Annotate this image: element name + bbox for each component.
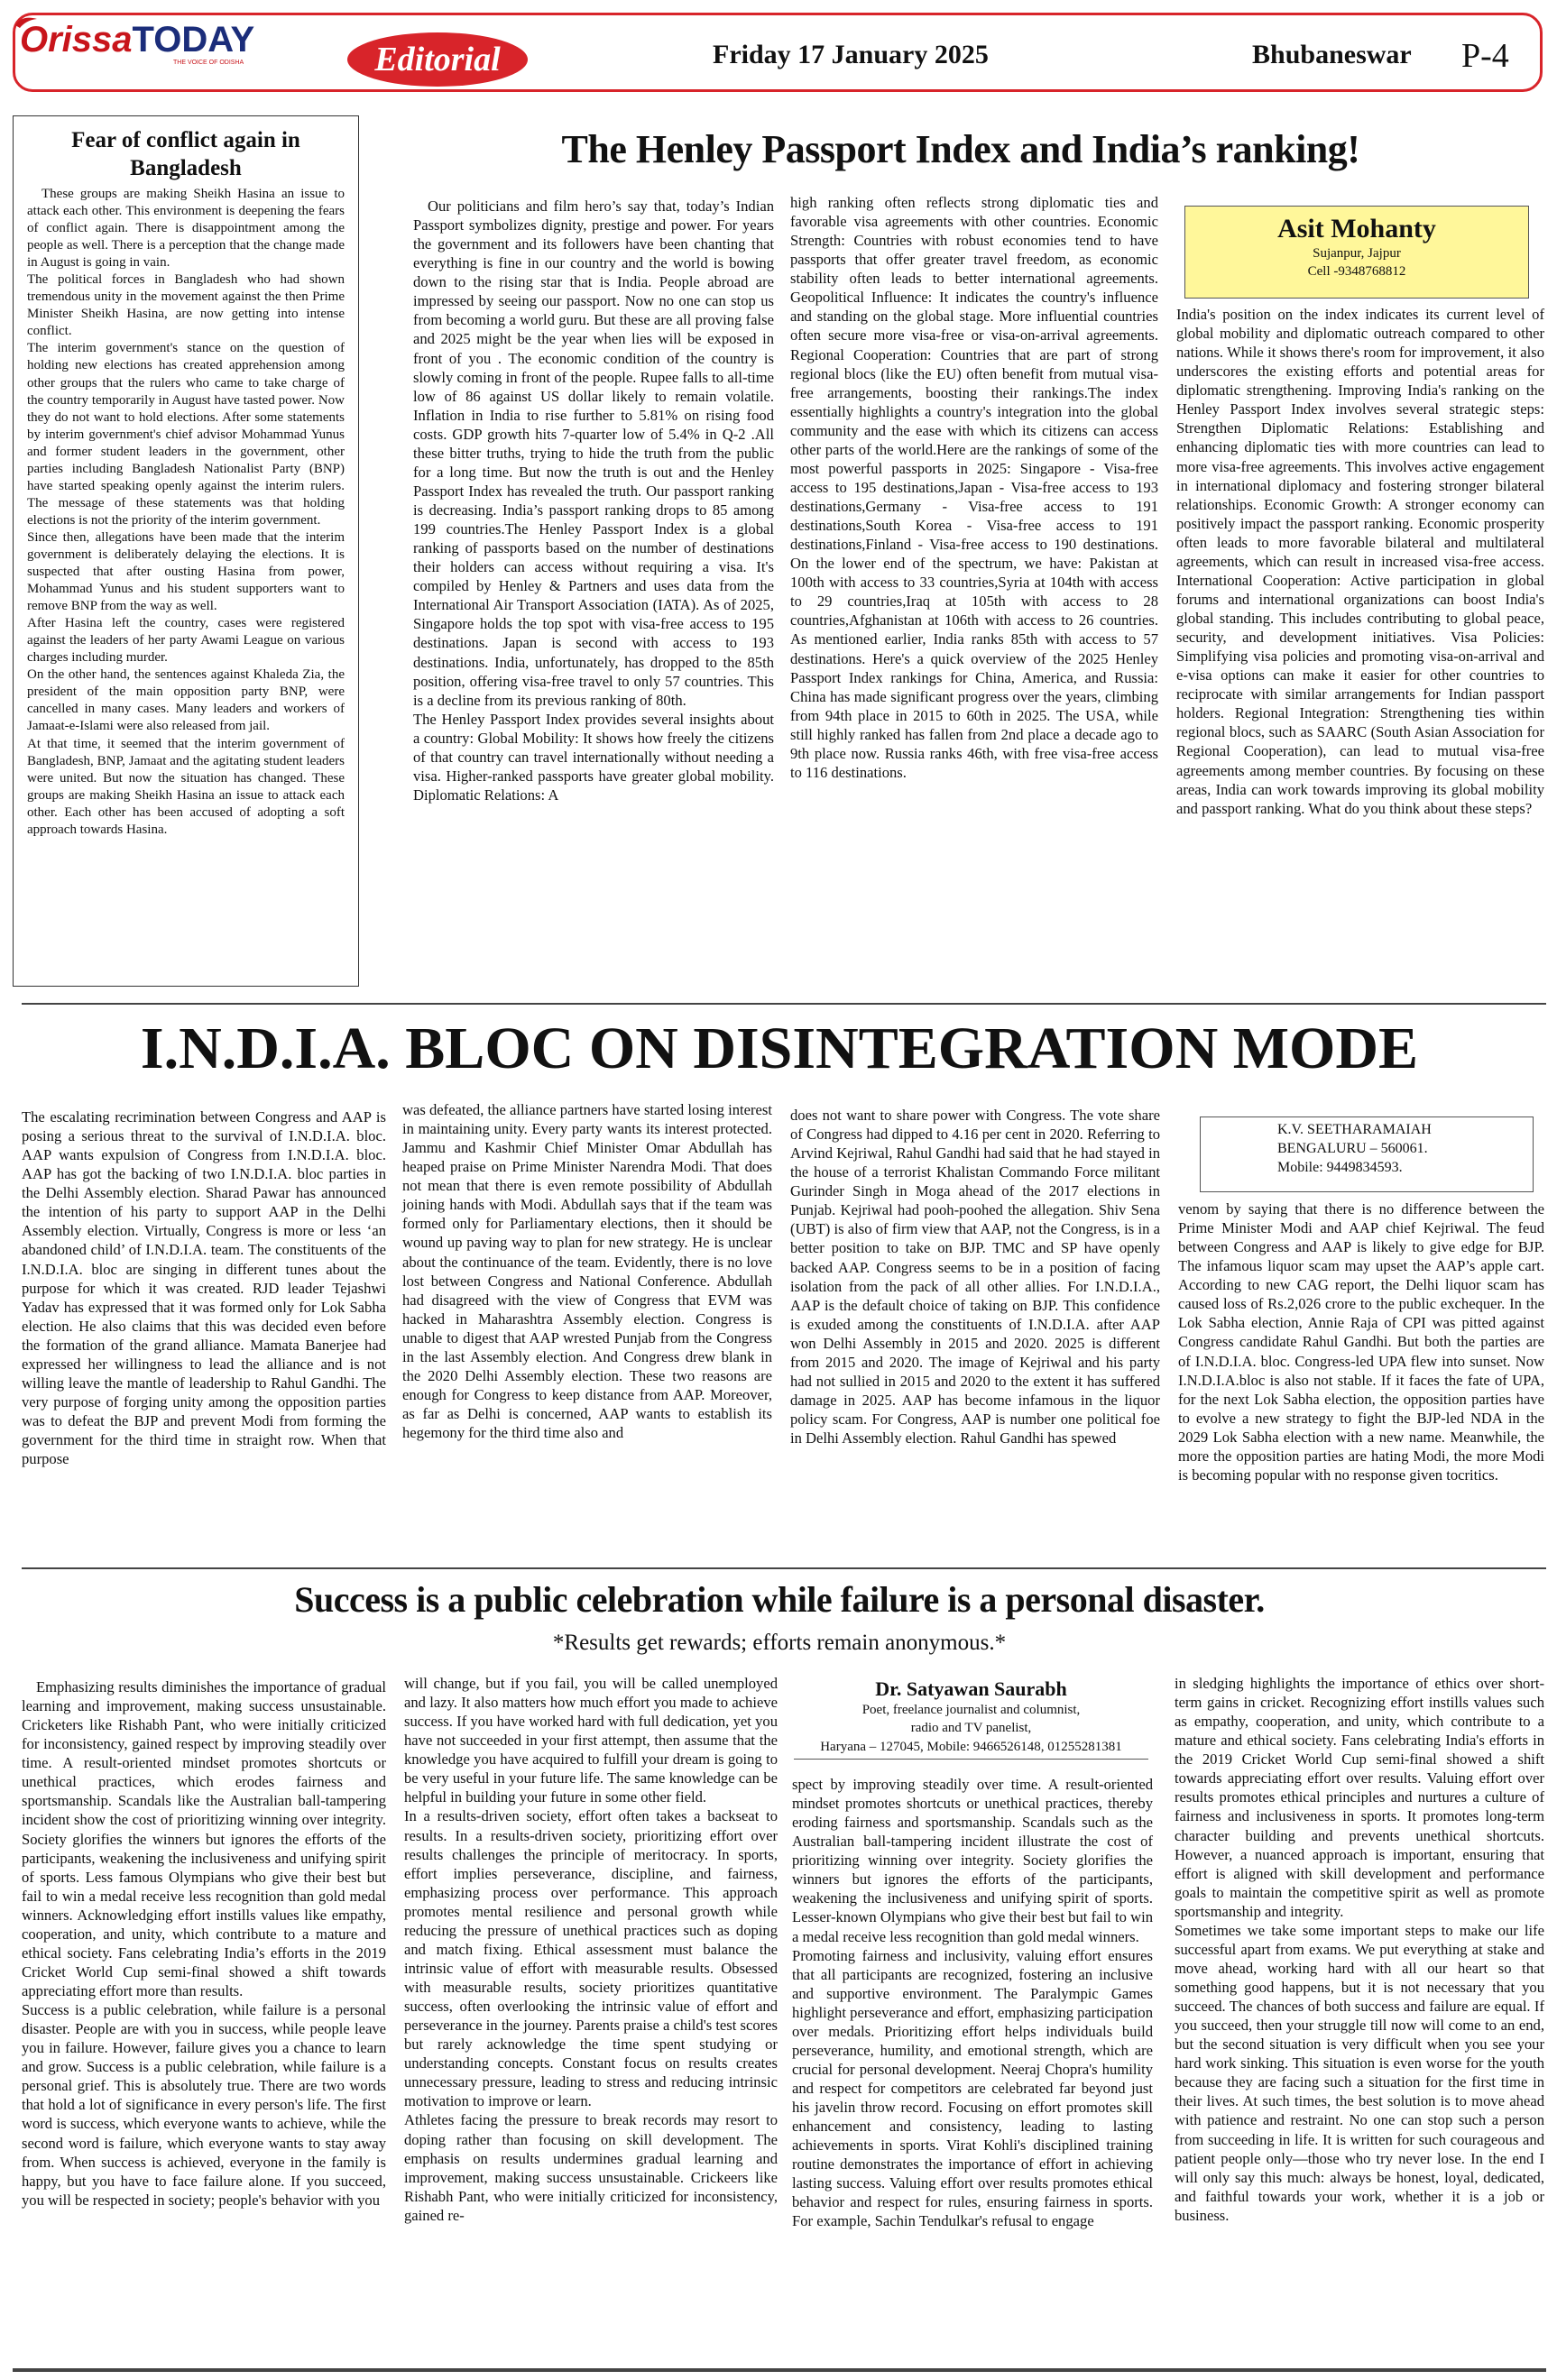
paragraph: After Hasina left the country, cases were registered against the leaders of her party Awami League on various charges including murder. [27,616,345,666]
article-column [413,197,774,804]
paragraph: Emphasizing results diminishes the importance of gradual learning and improvement, making success unsustainable. Cricketers like Rishabh Pant, who were initially criticized for inconsistency, gained respect by improving steadily over time. A result-oriented mindset promotes shortcuts or unethical practices, which erodes fairness and sportsmanship. Scandals like the Australian ball-tampering incident show the cost of prioritizing winning over integrity. Society glorifies the winners but ignores the efforts of the participants, weakening the inclusiveness and unifying spirit of sports. Less famous Olympians who give their best but fail to win a medal receive less recognition than gold medal winners. Acknowledging effort instills values like empathy, cooperation, and unity, which contribute to a mature and ethical society. Fans celebrating India’s efforts in the 2019 Cricket World Cup semi-final showed a shift towards appreciating effort more than results. [22,1678,386,1999]
paragraph: was defeated, the alliance partners have started losing interest in maintaining unity. Every party wants its interest protected. Jammu and Kashmir Chief Minister Omar Abdullah has heaped praise on Prime Minister Narendra Modi. That does not mean that there is even remote possibility of Abdullah joining hands with Modi. Abdullah says that if the team was formed only for Parliamentary elections, then it should be wound up paving way to plan for new strategy. He is unclear about the continuance of the team. Evidently, there is no love lost between Congress and National Conference. Abdullah had disagreed with the view of Congress that EVM was hacked in Maharashtra Assembly election. Congress is unable to digest that AAP wrested Punjab from the Congress in the last Assembly election. And Congress drew blank in the 2020 Delhi Assembly election. These two reasons are enough for Congress to keep distance from AAP. Moreover, as far as Delhi is concerned, AAP wants to establish its hegemony for the third time also and [402,1101,772,1442]
article-subtitle: *Results get rewards; efforts remain anonymous.* [552,1631,1007,1655]
page-number: P-4 [1461,37,1509,75]
paragraph: Since then, allegations have been made that the interim government is deliberately delaying the elections. It is suspected that after ousting Hasina from power, Mohammad Yunus and his student supporters want to remove BNP from the way as well. [27,529,345,614]
divider [22,1003,1546,1005]
paragraph: The escalating recrimination between Congress and AAP is posing a serious threat to the survival of I.N.D.I.A. bloc. AAP wants expulsion of Congress from I.N.D.I.A. bloc. AAP has got the backing of two I.N.D.I.A. bloc parties in the Delhi Assembly election. Sharad Pawar has announced the intention of his party to support AAP in the Delhi Assembly election. Virtually, Congress is more or less ‘an abandoned child’ of I.N.D.I.A. team. The constituents of the I.N.D.I.A. bloc are singing in different tunes about the purpose for which it was created. RJD leader Tejashwi Yadav has expressed that it was formed only for Lok Sabha election. He also claims that this was decided even before the formation of the grand alliance. Mamata Banerjee had expressed her willingness to lead the alliance and is not willing leave the mantle of leadership to Rahul Gandhi. The very purpose of forging unity among the opposition parties was to defeat the BJP and prevent Modi from forming the government for the third time in straight row. When that purpose [22,1108,386,1468]
author-box [1184,206,1529,299]
paragraph: Our politicians and film hero’s say that, today’s Indian Passport symbolizes dignity, prestige and power. For years the government and its followers have been chanting that everything is fine in our country and the world is bowing down to the rising star that is India. People abroad are impressed by seeing our passport. Now no one can stop us from becoming a world guru. But these are all proving false and 2025 might be the year when lies will be exposed in front of you . The economic condition of the country is slowly coming in front of the people. Rupee falls to all-time low of 86 against US dollar likely to remain volatile. Inflation in India to rise further to 5.81% on rising food costs. GDP growth hits 7-quarter low of 5.4% in Q-2 .All these bitter truths, trying to hide the truth from the public for a long time. But now the truth is out and the Henley Passport Index has revealed the truth. Our passport ranking is decreasing. India’s passport ranking drops to 85 among 199 countries.The Henley Passport Index is a global ranking of passports based on the number of destinations their holders can access without requiring a visa. It's compiled by Henley & Partners and uses data from the International Air Transport Association (IATA). As of 2025, Singapore holds the top spot with visa-free access to 195 destinations. Japan is second with access to 193 destinations. India, unfortunately, has dropped to the 85th position, offering visa-free travel to only 57 countries. This is a decline from its previous ranking of 80th. [413,198,774,709]
paragraph: On the other hand, the sentences against Khaleda Zia, the president of the main opposition party BNP, were cancelled in many cases. Many leaders and workers of Jamaat-e-Islami were also released from jail. [27,667,345,734]
paragraph: Promoting fairness and inclusivity, valuing effort ensures that all participants are recognized, fostering an inclusive and supportive environment. The Paralympic Games highlight perseverance and effort, emphasizing participation over medals. Prioritizing effort helps individuals build perseverance, humility, and emotional strength, which are crucial for personal development. Neeraj Chopra's humility and respect for competitors are celebrated far beyond just his javelin throw record. Focusing on effort promotes skill enhancement and consistency, leading to lasting achievements in sports. Virat Kohli's disciplined training routine demonstrates the importance of effort in achieving lasting success. Valuing effort over results promotes ethical behavior and respect for rules, ensuring fairness in sports. For example, Sachin Tendulkar's refusal to engage [792,1946,1153,2230]
article-column [402,1100,772,1442]
paragraph: will change, but if you fail, you will be called unemployed and lazy. It also matters how much effort you made to achieve success. If you have worked hard with full dedication, yet you have not succeeded in your first attempt, then assume that the knowledge you have acquired to fulfill your dream is going to be very useful in your future life. The same knowledge can be helpful in building your future in some other field. [404,1675,778,1806]
author-name: Asit Mohanty [1277,214,1436,244]
paragraph: These groups are making Sheikh Hasina an issue to attack each other. This environment is deepening the fears of conflict again. There is disappointment among the people as well. There is a perception that the change made in August is going in vain. [27,187,345,271]
paragraph: venom by saying that there is no difference between the Prime Minister Modi and AAP chief Kejriwal. The feud between Congress and AAP is likely to give edge for BJP. The infamous liquor scam may upset the AAP’s apple cart. According to new CAG report, the Delhi liquor scam has caused loss of Rs.2,026 crore to the public exchequer. In the Lok Sabha election, Annie Raja of CPI was pitted against Congress candidate Rahul Gandhi. But both the parties are of I.N.D.I.A. bloc. Congress-led UPA flew into sunset. Now I.N.D.I.A.bloc is also not stable. If it faces the fate of UPA, for the next Lok Sabha election, the opposition parties have to evolve a new strategy to fight the BJP-led NDA in the 2029 Lok Sabha election with a new name. Meanwhile, the more the opposition parties are hating Modi, the more Modi is becoming popular with no response given tocritics. [1178,1200,1544,1484]
logo-today: TODAY [132,20,255,60]
author-name: K.V. SEETHARAMAIAH [1277,1122,1432,1137]
article-column [404,1674,778,2225]
author-city: BENGALURU – 560061. [1277,1140,1428,1156]
paragraph: Athletes facing the pressure to break records may resort to doping rather than focusing on skill development. The emphasis on results undermines gradual learning and improvement, making success unsustainable. Crickeers like Rishabh Pant, who were initially criticized for inconsistency, gained re- [404,2111,778,2224]
logo-tagline: THE VOICE OF ODISHA [173,60,244,66]
bird-icon [14,16,38,29]
side-article-title: Fear of conflict again in Bangladesh [71,128,300,181]
author-desc: radio and TV panelist, [910,1721,1032,1736]
author-contact: Haryana – 127045, Mobile: 9466526148, 01255281381 [794,1738,1148,1760]
paragraph: Sometimes we take some important steps to make our life successful apart from exams. We put everything at stake and move ahead, working hard with all our heart so that something good happens, but it is not necessary that you succeed. The chances of both success and failure are equal. If you succeed, then your struggle till now will come to an end, but the second situation is very difficult when you see your hard work sinking. This situation is even worse for the youth because they are facing such a situation for the first time in their lives. At such times, the best solution is to move ahead with patience and restraint. No one can stop such a person from succeeding in life. It is written for such courageous and patient people only—those who try never lose. In the end I will only say this much: always be honest, loyal, dedicated, and faithful towards your work, whether it is a job or business. [1175,1921,1544,2224]
city-name: Bhubaneswar [1252,40,1412,69]
author-box [794,1677,1148,1760]
article-column [790,193,1158,782]
article-headline: I.N.D.I.A. BLOC ON DISINTEGRATION MODE [140,1015,1419,1081]
paragraph: In a results-driven society, effort often takes a backseat to results. In a results-driven society, prioritizing effort over results challenges the principle of meritocracy. In sports, effort implies perseverance, discipline, and fairness, emphasizing process over performance. This approach promotes mental resilience and personal growth while reducing the pressure of unethical practices such as doping and match fixing. Ethical assessment must balance the intrinsic value of effort with measurable results. Obsessed with measurable results, society prioritizes quantitative success, often overlooking the intrinsic value of effort and perseverance in the journey. Parents praise a child's test scores but rarely acknowledge the time spent studying or understanding concepts. Constant focus on results creates unnecessary pressure, leading to stress and reducing intrinsic motivation to improve or learn. [404,1807,778,2110]
bottom-border [13,2368,1546,2372]
divider [22,1567,1546,1569]
article-column [1176,305,1544,818]
logo-orissa: Orissa [20,20,133,60]
paragraph: does not want to share power with Congress. The vote share of Congress had dipped to 4.16 per cent in 2020. Referring to Arvind Kejriwal, Rahul Gandhi had said that he had stayed in the house of a terrorist Khalistan Commando Force militant Gurinder Singh in Moga ahead of the 2017 elections in Punjab. Kejriwal had pooh-poohed the allegation. Shiv Sena (UBT) is also of firm view that AAP, not the Congress, is in a better position to take on BJP. TMC and SP have openly backed AAP. Congress seems to be in a position of facing isolation from the pack of all other allies. For I.N.D.I.A., AAP is the default choice of taking on BJP. This confidence is exuded among the constituents of I.N.D.I.A. after AAP won Delhi Assembly in 2015 and 2020. 2025 is different from 2015 and 2020. The image of Kejriwal and his party had not sullied in 2015 and 2020 to the extent it has suffered damage in 2025. AAP has become infamous in the liquor policy scam. For Congress, AAP is number one political foe in Delhi Assembly election. Rahul Gandhi has spewed [790,1107,1160,1447]
paragraph: The interim government's stance on the question of holding new elections has created apprehension among other groups that the rulers who came to take charge of the country temporarily in August have tasted power. Now they do not want to hold elections. After some statements by interim government's chief advisor Mohammad Yunus and former student leaders in the government, other parties including Bangladesh Nationalist Party (BNP) have started speaking openly against the interim rulers. The message of these statements was that holding elections is not the priority of the interim government. [27,341,345,528]
author-contact: Mobile: 9449834593. [1277,1159,1403,1175]
paragraph: Success is a public celebration, while failure is a personal disaster. People are with you in success, while people leave you in failure. However, failure gives you a chance to learn and grow. Success is a public celebration, while failure is a personal grief. This is absolutely true. There are two words that hold a lot of significance in every person's life. The first word is success, which everyone wants to achieve, while the second word is failure, which everyone wants to stay away from. When success is achieved, everyone in the family is happy, but you have to face failure alone. If you succeed, you will be respected in society; people's behavior with you [22,2001,386,2209]
article-headline: Success is a public celebration while failure is a personal disaster. [294,1579,1265,1620]
issue-date: Friday 17 January 2025 [713,40,989,69]
paragraph: spect by improving steadily over time. A result-oriented mindset promotes shortcuts or unethical practices, thereby eroding fairness and sportsmanship. Scandals such as the Australian ball-tampering incident illustrate the cost of prioritizing winning over integrity. Society glorifies the winners but ignores the efforts of the participants, weakening the inclusiveness and unifying spirit of sports. Lesser-known Olympians who give their best but fail to win a medal receive less recognition than gold medal winners. [792,1776,1153,1945]
author-contact: Cell -9348768812 [1307,264,1406,280]
article-column [1175,1674,1544,2225]
author-name: Dr. Satyawan Saurabh [875,1677,1067,1700]
paragraph: India's position on the index indicates its current level of global mobility and diplomatic outreach compared to other nations. While it shows there's room for improvement, it also underscores the existing efforts and potential areas for diplomatic strengthening. Improving India's ranking on the Henley Passport Index involves several strategic steps: Strengthen Diplomatic Relations: Establishing and enhancing diplomatic ties with more countries can lead to more visa-free agreements. This involves active engagement in international diplomacy and fostering stronger bilateral relationships. Economic Growth: A stronger economy can positively impact the passport ranking. Economic prosperity often leads to more favorable bilateral and multilateral agreements, which can result in increased visa-free access. International Cooperation: Active participation in global forums and international organizations can boost India's global standing. This includes contributing to global peace, security, and development initiatives. Visa Policies: Simplifying visa policies and promoting visa-on-arrival and e-visa options can make it easier for other countries to reciprocate with similar arrangements for Indian passport holders. Regional Integration: Strengthening ties within regional blocs, such as SAARC (South Asian Association for Regional Cooperation), can lead to mutual visa-free agreements among member countries. By focusing on these areas, India can work towards improving its global mobility and passport ranking. What do you think about these steps? [1176,306,1544,817]
article-column [1178,1199,1544,1484]
paragraph: At that time, it seemed that the interim government of Bangladesh, BNP, Jamaat and the agitating student leaders were united. But now the situation has changed. These groups are making Sheikh Hasina an issue to attack each other. Each other has been accused of adopting a soft approach towards Hasina. [27,736,345,837]
paragraph: high ranking often reflects strong diplomatic ties and favorable visa agreements with other countries. Economic Strength: Countries with robust economies tend to have passports that offer greater travel freedom, as economic stability often leads to better international agreements. Geopolitical Influence: It indicates the country's influence and standing on the global stage. More influential countries often secure more visa-free or visa-on-arrival agreements. Regional Cooperation: Countries that are part of strong regional blocs (like the EU) often benefit from mutual visa-free arrangements, boosting their rankings.The index essentially highlights a country's integration into the global community and the ease with which its citizens can access other parts of the world.Here are the rankings of some of the most powerful passports in 2025: Singapore - Visa-free access to 195 destinations,Japan - Visa-free access to 193 destinations,Germany - Visa-free access to 191 destinations,South Korea - Visa-free access to 191 destinations,Finland - Visa-free access to 190 destinations. On the lower end of the spectrum, we have: Pakistan at 100th with access to 33 countries,Syria at 104th with access to 29 countries,Iraq at 105th with access to 28 countries,Afghanistan at 106th with access to 26 countries. As mentioned earlier, India ranks 85th with access to 57 destinations. Here's a quick overview of the 2025 Henley Passport Index rankings for China, America, and Russia: China has made significant progress over the years, climbing from 94th place in 2015 to 60th in 2025. The USA, while still highly ranked has fallen from 2nd place a decade ago to 9th place now. Russia ranks 46th, with free visa-free access to 116 destinations. [790,194,1158,781]
author-place: Sujanpur, Jajpur [1313,246,1401,261]
article-headline: The Henley Passport Index and India’s ranking! [561,127,1360,171]
side-article-body [27,186,345,839]
article-column [790,1106,1160,1447]
paragraph: in sledging highlights the importance of ethics over short-term gains in cricket. Recognizing effort instills values such as empathy, cooperation, and unity, which contribute to a mature and ethical society. Fans celebrating India's efforts in the 2019 Cricket World Cup semi-final showed a shift towards appreciating effort over results. Valuing effort over results promotes ethical principles and nurtures a culture of fairness and inclusiveness in sports. It promotes long-term character building and prevents unethical shortcuts. However, a nuanced approach is important, ensuring that effort is aligned with skill development and performance goals to maintain the competitive spirit as well as promote sportsmanship and integrity. [1175,1675,1544,1920]
paragraph: The Henley Passport Index provides several insights about a country: Global Mobility: It shows how freely the citizens of that country can travel internationally without needing a visa. Higher-ranked passports have greater global mobility. Diplomatic Relations: A [413,710,774,804]
article-column [792,1775,1153,2231]
author-box [1200,1116,1534,1192]
article-column [22,1107,386,1468]
paragraph: The political forces in Bangladesh who had shown tremendous unity in the movement against the then Prime Minister Sheikh Hasina, are now getting into intense conflict. [27,272,345,339]
newspaper-logo [20,20,255,66]
section-label: Editorial [347,32,528,87]
article-column [22,1677,386,2210]
author-desc: Poet, freelance journalist and columnist, [861,1703,1081,1717]
